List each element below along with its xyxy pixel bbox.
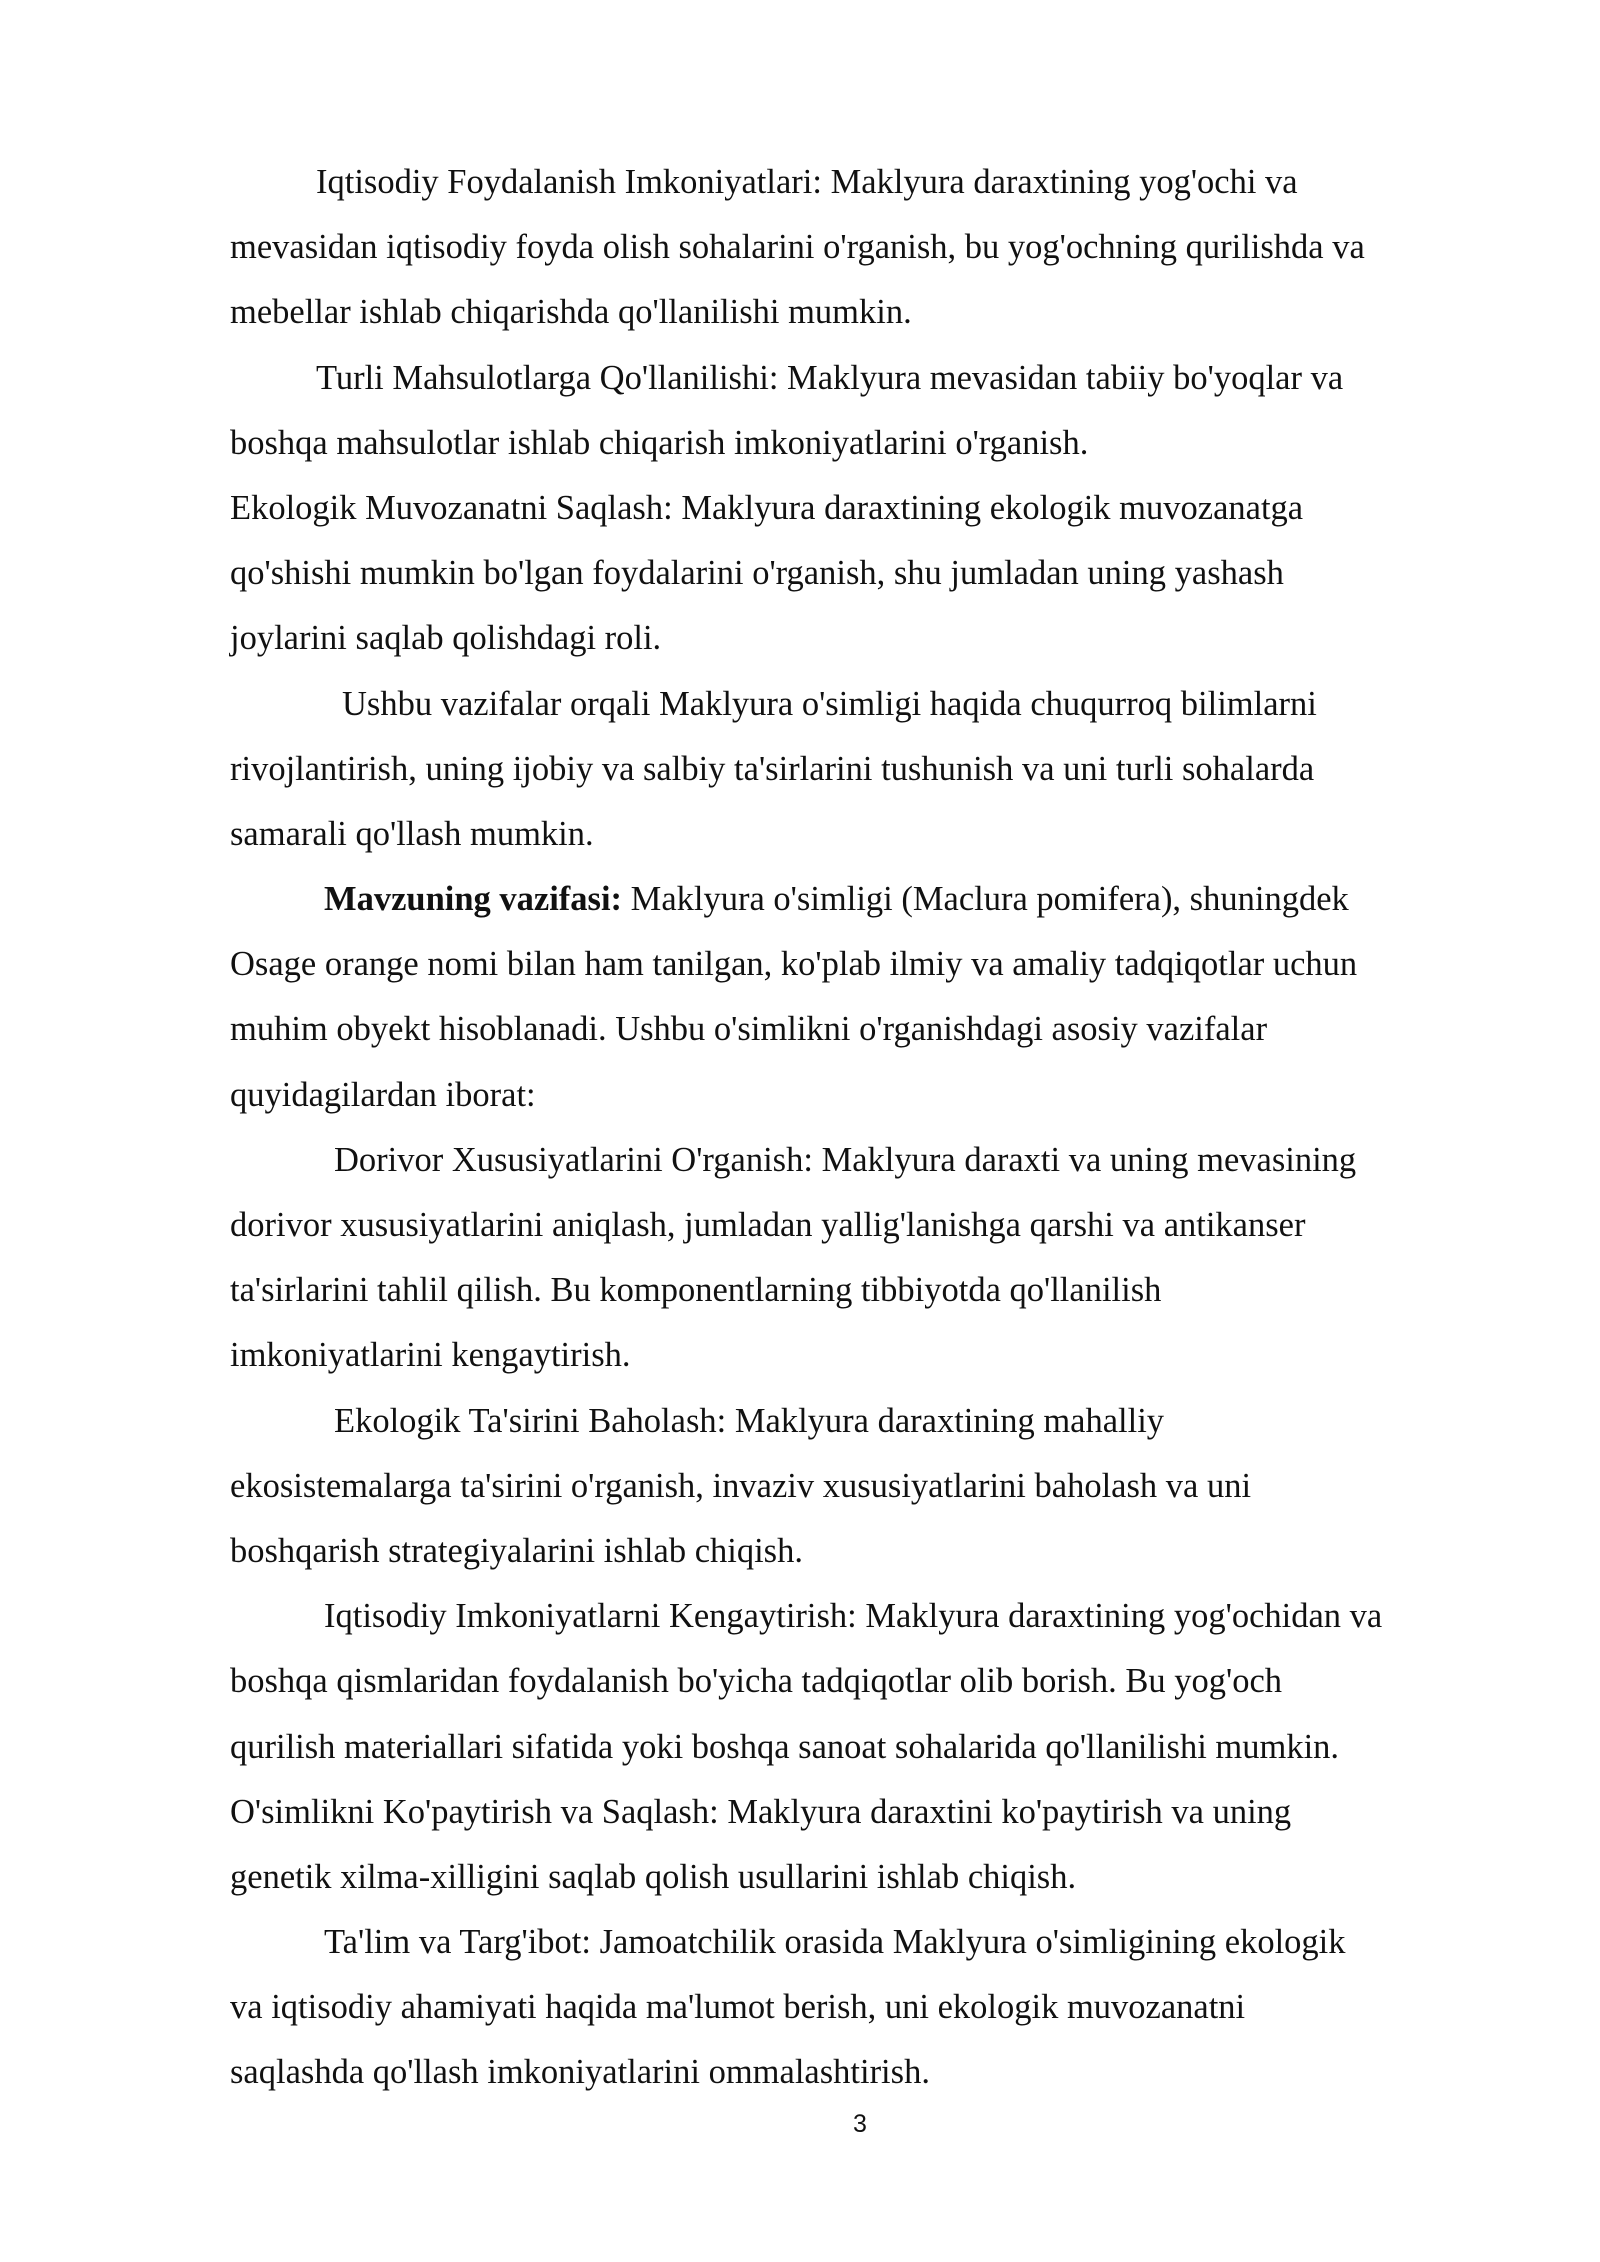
text-line — [230, 1389, 1490, 1454]
text-line — [230, 1193, 1490, 1258]
text-line — [230, 476, 1490, 541]
line-text: Dorivor Xususiyatlarini O'rganish: Maklyura daraxti va uning mevasining — [334, 1140, 1357, 1179]
line-text: Iqtisodiy Foydalanish Imkoniyatlari: Maklyura daraxtining yog'ochi va — [316, 163, 1298, 201]
line-text: ta'sirlarini tahlil qilish. Bu komponentlarning tibbiyotda qo'llanilish — [230, 1271, 1162, 1310]
text-line — [230, 2040, 1490, 2105]
line-text: muhim obyekt hisoblanadi. Ushbu o'simlikni o'rganishdagi asosiy vazifalar — [230, 1010, 1268, 1049]
text-line — [230, 1715, 1490, 1780]
line-text: Maklyura o'simligi (Maclura pomifera), shuningdek — [622, 880, 1349, 919]
text-line — [230, 997, 1490, 1062]
line-text: samarali qo'llash mumkin. — [230, 814, 594, 853]
text-line — [230, 1584, 1490, 1649]
line-text: ekosistemalarga ta'sirini o'rganish, invaziv xususiyatlarini baholash va uni — [230, 1466, 1252, 1505]
text-line — [230, 280, 1490, 345]
text-line — [230, 215, 1490, 280]
line-text: dorivor xususiyatlarini aniqlash, jumladan yallig'lanishga qarshi va antikanser — [230, 1206, 1306, 1244]
line-text: rivojlantirish, uning ijobiy va salbiy ta'sirlarini tushunish va uni turli sohalarda — [230, 749, 1315, 788]
line-text: mebellar ishlab chiqarishda qo'llanilishi mumkin. — [230, 293, 912, 332]
text-line — [230, 802, 1490, 867]
text-line — [230, 541, 1490, 606]
text-line — [230, 1780, 1490, 1845]
text-line — [230, 1519, 1490, 1584]
text-line — [230, 737, 1490, 802]
line-text: Turli Mahsulotlarga Qo'llanilishi: Maklyura mevasidan tabiiy bo'yoqlar va — [316, 358, 1344, 397]
line-text: O'simlikni Ko'paytirish va Saqlash: Maklyura daraxtini ko'paytirish va uning — [230, 1792, 1292, 1831]
page-number: 3 — [853, 2110, 867, 2138]
line-text: saqlashda qo'llash imkoniyatlarini ommalashtirish. — [230, 2053, 930, 2092]
document-body-text — [230, 150, 1490, 2106]
line-text: Ushbu vazifalar orqali Maklyura o'simligi haqida chuqurroq bilimlarni — [342, 684, 1317, 723]
text-line — [230, 867, 1490, 932]
text-line — [230, 411, 1490, 476]
text-line — [230, 672, 1490, 737]
line-text: va iqtisodiy ahamiyati haqida ma'lumot berish, uni ekologik muvozanatni — [230, 1988, 1246, 2027]
line-text: boshqarish strategiyalarini ishlab chiqish. — [230, 1531, 803, 1570]
line-text: Iqtisodiy Imkoniyatlarni Kengaytirish: Maklyura daraxtining yog'ochidan va — [324, 1597, 1383, 1636]
line-text: genetik xilma-xilligini saqlab qolish usullarini ishlab chiqish. — [230, 1857, 1077, 1896]
text-line — [230, 1128, 1490, 1193]
line-text: quyidagilardan iborat: — [230, 1075, 536, 1114]
text-line — [230, 932, 1490, 997]
line-text: qurilish materiallari sifatida yoki boshqa sanoat sohalarida qo'llanilishi mumkin. — [230, 1727, 1340, 1766]
text-line — [230, 1258, 1490, 1323]
line-text: mevasidan iqtisodiy foyda olish sohalarini o'rganish, bu yog'ochning qurilishda va — [230, 228, 1365, 267]
line-text: boshqa mahsulotlar ishlab chiqarish imkoniyatlarini o'rganish. — [230, 423, 1089, 462]
line-text: qo'shishi mumkin bo'lgan foydalarini o'rganish, shu jumladan uning yashash — [230, 554, 1284, 593]
text-line — [230, 1063, 1490, 1128]
text-line — [230, 1323, 1490, 1388]
line-text: Osage orange nomi bilan ham tanilgan, ko'plab ilmiy va amaliy tadqiqotlar uchun — [230, 945, 1358, 984]
text-line — [230, 346, 1490, 411]
text-line — [230, 1649, 1490, 1714]
text-line — [230, 1845, 1490, 1910]
bold-heading: Mavzuning vazifasi: — [324, 880, 623, 919]
text-line — [230, 150, 1490, 215]
line-text: imkoniyatlarini kengaytirish. — [230, 1336, 631, 1375]
text-line — [230, 1975, 1490, 2040]
text-line — [230, 1454, 1490, 1519]
text-line — [230, 1910, 1490, 1975]
line-text: Ekologik Muvozanatni Saqlash: Maklyura daraxtining ekologik muvozanatga — [230, 488, 1304, 527]
line-text: boshqa qismlaridan foydalanish bo'yicha tadqiqotlar olib borish. Bu yog'och — [230, 1662, 1283, 1701]
line-text: Ta'lim va Targ'ibot: Jamoatchilik orasida Maklyura o'simligining ekologik — [324, 1923, 1346, 1962]
text-line — [230, 606, 1490, 671]
line-text: joylarini saqlab qolishdagi roli. — [230, 619, 662, 658]
line-text: Ekologik Ta'sirini Baholash: Maklyura daraxtining mahalliy — [334, 1401, 1165, 1440]
